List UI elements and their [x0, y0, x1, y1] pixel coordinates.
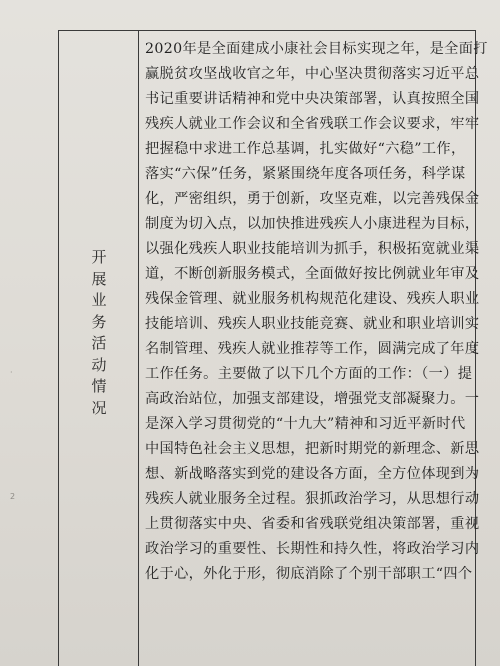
section-label-char: 情	[91, 377, 107, 395]
section-label-char: 开	[91, 248, 107, 266]
content-line: 化于心，外化于形，彻底消除了个别干部职工“四个	[145, 566, 473, 582]
section-label-char: 展	[91, 269, 107, 288]
content-line: 残疾人就业服务全过程。狠抓政治学习，从思想行动	[145, 491, 480, 507]
content-line: 残疾人就业工作会议和全省残联工作会议要求，牢牢	[145, 116, 480, 132]
content-line: 残保金管理、就业服务机构规范化建设、残疾人职业	[145, 291, 480, 307]
section-label-char: 活	[91, 334, 107, 352]
content-line: 道，不断创新服务模式，全面做好按比例就业年审及	[145, 266, 480, 282]
content-line: 高政治站位，加强支部建设，增强党支部凝聚力。一	[145, 391, 480, 407]
content-line: 名制管理、残疾人就业推荐等工作，圆满完成了年度	[145, 341, 480, 357]
section-label-char: 业	[91, 291, 107, 309]
margin-mark: ·	[10, 368, 13, 377]
content-line: 技能培训、残疾人职业技能竞赛、就业和职业培训实	[145, 316, 480, 332]
content-line: 上贯彻落实中央、省委和省残联党组决策部署，重视	[145, 516, 480, 532]
content-line: 中国特色社会主义思想，把新时期党的新理念、新思	[145, 441, 480, 457]
content-line: 工作任务。主要做了以下几个方面的工作：（一）提	[145, 366, 473, 382]
section-label-char: 况	[91, 398, 107, 417]
content-line: 赢脱贫攻坚战收官之年，中心坚决贯彻落实习近平总	[145, 66, 480, 82]
section-label-char: 动	[91, 355, 107, 374]
content-line: 以强化残疾人职业技能培训为抓手，积极拓宽就业渠	[145, 241, 480, 257]
content-line: 制度为切入点，以加快推进残疾人小康进程为目标，	[145, 216, 480, 232]
form-table	[58, 30, 488, 666]
content-line: 政治学习的重要性、长期性和持久性，将政治学习内	[145, 541, 480, 557]
content-line: 是深入学习贯彻党的“十九大”精神和习近平新时代	[145, 416, 466, 432]
content-line: 2020年是全面建成小康社会目标实现之年，是全面打	[145, 41, 488, 57]
content-line: 落实“六保”任务，紧紧围绕年度各项任务，科学谋	[145, 166, 466, 182]
content-line: 书记重要讲话精神和党中央决策部署，认真按照全国	[145, 91, 480, 107]
section-label-char: 务	[91, 312, 107, 331]
content-line: 想、新战略落实到党的建设各方面，全方位体现到为	[145, 466, 480, 482]
section-content	[145, 37, 488, 587]
margin-mark: 2	[10, 492, 16, 501]
content-line: 把握稳中求进工作总基调，扎实做好“六稳”工作，	[145, 141, 466, 157]
section-label-column	[59, 31, 139, 666]
content-line: 化，严密组织，勇于创新，攻坚克难，以完善残保金	[145, 191, 480, 207]
section-label	[59, 247, 139, 419]
